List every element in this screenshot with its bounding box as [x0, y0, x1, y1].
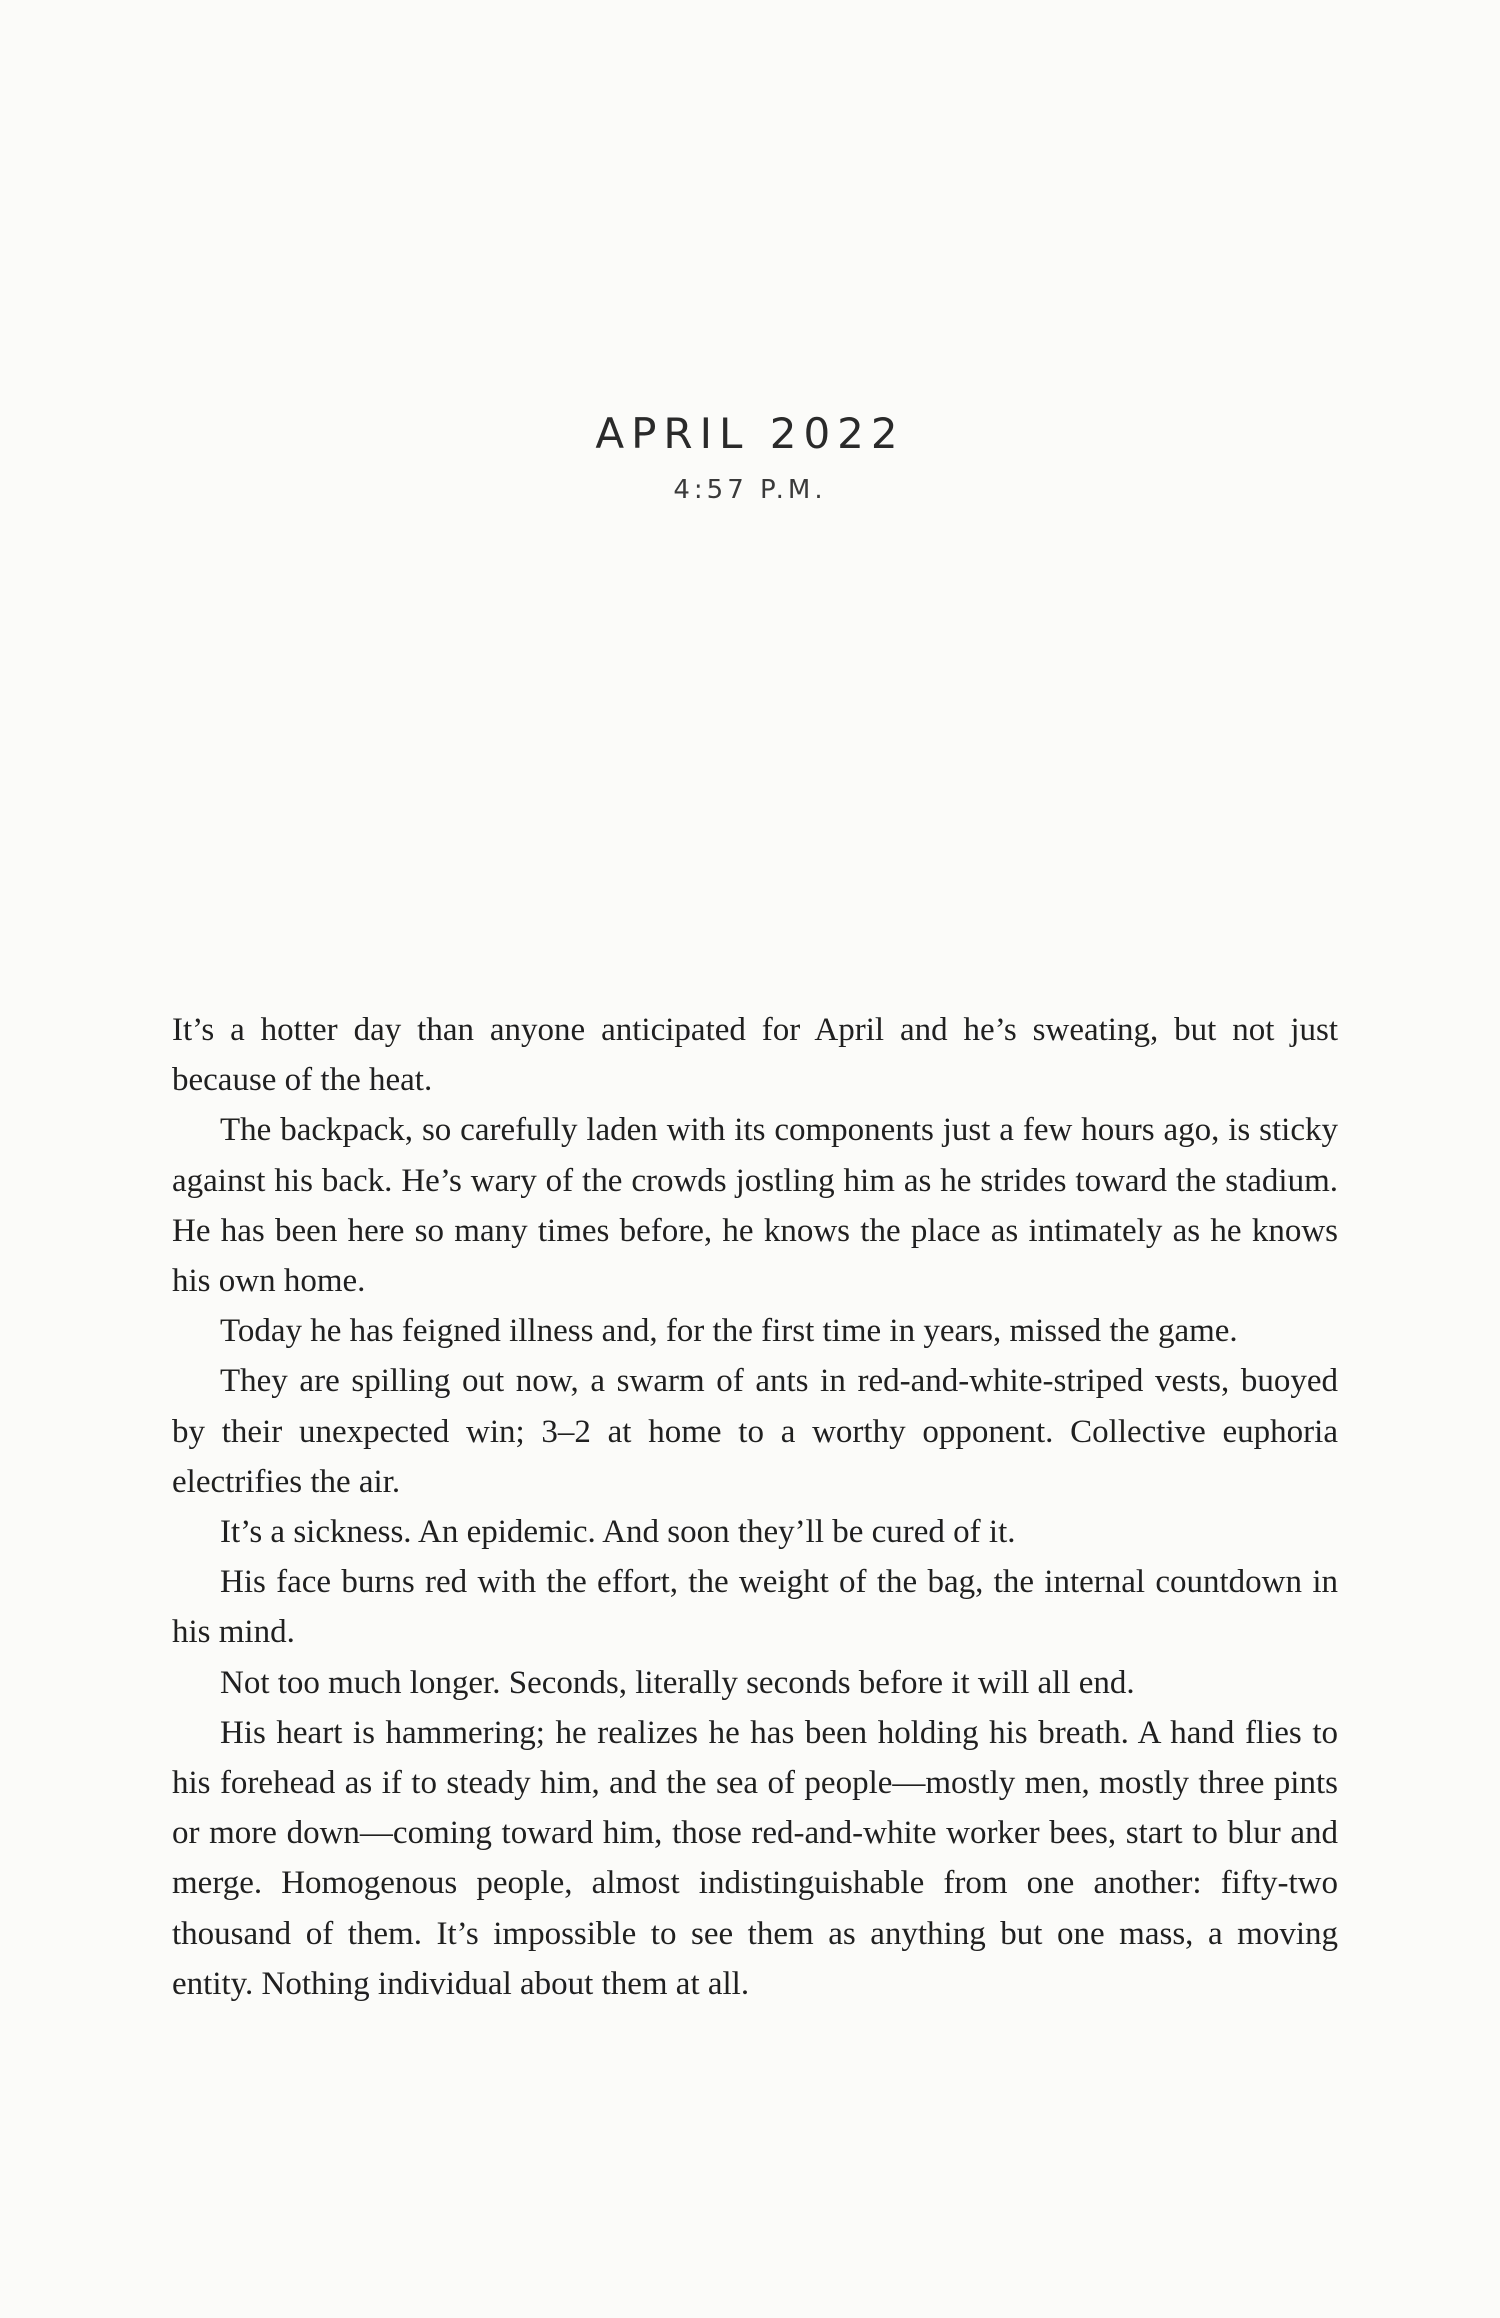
paragraph: The backpack, so carefully laden with its components just a few hours ago, is sticky against his back. He’s wary of the crowds jostling him as he strides toward the stadium. He has been here so many times before, he knows the place as intimately as he knows his own home.	[172, 1112, 1338, 1300]
paragraph: It’s a sickness. An epidemic. And soon they’ll be cured of it.	[220, 1514, 1016, 1551]
paragraph: It’s a hotter day than anyone anticipated for April and he’s sweating, but not just because of the heat.	[172, 1012, 1338, 1099]
body-text	[172, 1005, 1338, 2009]
paragraph: Not too much longer. Seconds, literally seconds before it will all end.	[220, 1664, 1135, 1701]
paragraph: His face burns red with the effort, the weight of the bag, the internal countdown in his mind.	[172, 1564, 1338, 1651]
chapter-title: APRIL 2022	[595, 409, 905, 458]
paragraph: They are spilling out now, a swarm of ants in red-and-white-striped vests, buoyed by their unexpected win; 3–2 at home to a worthy opponent. Collective euphoria electrifies the air.	[172, 1363, 1338, 1500]
paragraph: Today he has feigned illness and, for the first time in years, missed the game.	[220, 1313, 1238, 1350]
chapter-time: 4:57 P.M.	[673, 475, 827, 505]
chapter-heading	[0, 404, 1500, 510]
paragraph: His heart is hammering; he realizes he has been holding his breath. A hand flies to his forehead as if to steady him, and the sea of people—mostly men, mostly three pints or more down—coming toward him, those red-and-white worker bees, start to blur and merge. Homogenous people, almost indistinguishable from one another: fifty-two thousand of them. It’s impossible to see them as anything but one mass, a moving entity. Nothing individual about them at all.	[172, 1714, 1338, 2002]
